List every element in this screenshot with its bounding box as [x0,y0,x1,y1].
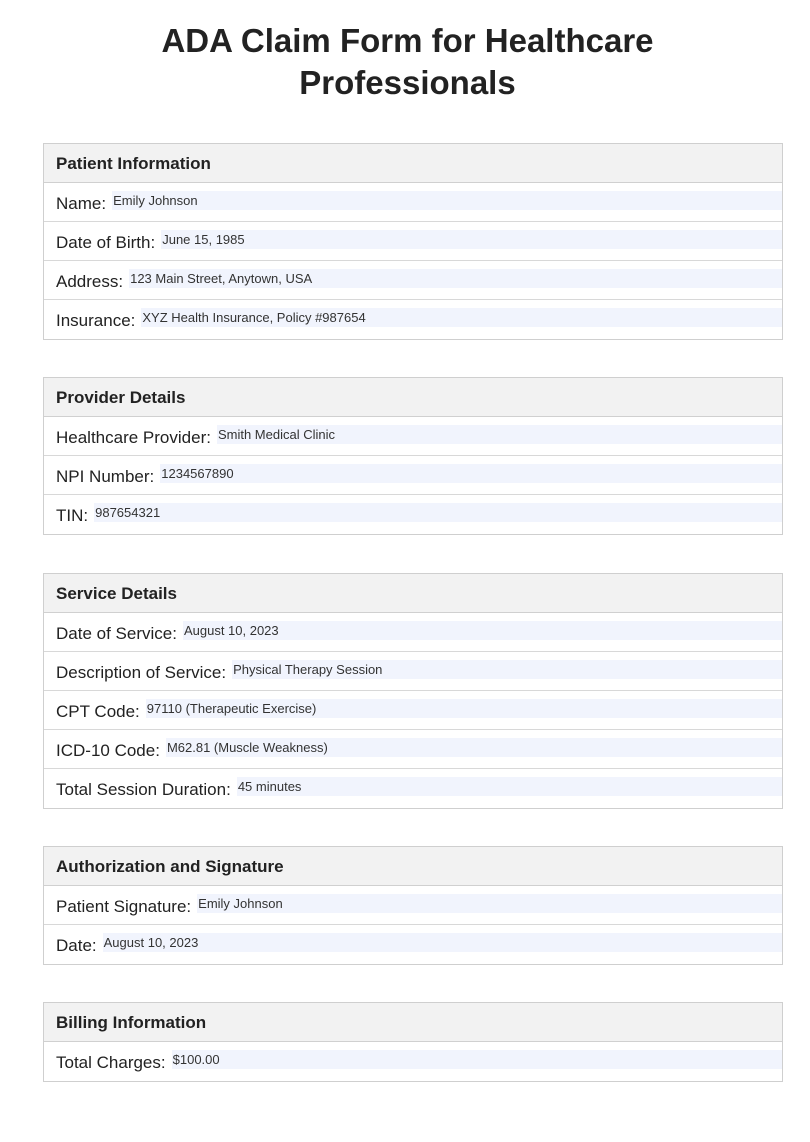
npi-number-field[interactable]: 1234567890 [160,464,782,483]
tin-label: TIN: [56,506,89,525]
patient-signature-field[interactable]: Emily Johnson [197,894,782,913]
date-of-birth-field[interactable]: June 15, 1985 [161,230,782,249]
total-charges-row [44,1042,782,1081]
address-label: Address: [56,271,124,291]
section-heading: Service Details [44,574,782,613]
billing-information-section [43,1002,783,1082]
date-of-birth-label: Date of Birth: [56,232,156,252]
cpt-code-label: CPT Code: [56,701,140,721]
section-heading: Authorization and Signature [44,847,782,886]
insurance-row [44,300,782,339]
description-of-service-field[interactable]: Physical Therapy Session [232,660,782,679]
icd-10-code-field[interactable]: M62.81 (Muscle Weakness) [166,738,782,757]
tin-row [44,495,782,534]
icd-10-code-label: ICD-10 Code: [56,740,160,760]
healthcare-provider-field[interactable]: Smith Medical Clinic [217,425,782,444]
date-of-service-label: Date of Service: [56,623,177,643]
insurance-label: Insurance: [56,311,136,330]
section-heading: Billing Information [44,1003,782,1042]
address-row [44,261,782,300]
cpt-code-field[interactable]: 97110 (Therapeutic Exercise) [146,699,782,718]
service-details-section [43,573,783,809]
total-session-duration-label: Total Session Duration: [56,780,231,799]
page-title: ADA Claim Form for Healthcare Professionals [161,22,654,101]
address-field[interactable]: 123 Main Street, Anytown, USA [129,269,782,288]
total-charges-field[interactable]: $100.00 [172,1050,782,1069]
tin-field[interactable]: 987654321 [94,503,782,522]
cpt-code-row [44,691,782,730]
signature-date-label: Date: [56,936,97,955]
name-row [44,183,782,222]
npi-number-row [44,456,782,495]
authorization-signature-section [43,846,783,965]
insurance-field[interactable]: XYZ Health Insurance, Policy #987654 [141,308,782,327]
section-heading: Provider Details [44,378,782,417]
signature-date-field[interactable]: August 10, 2023 [103,933,782,952]
section-heading: Patient Information [44,144,782,183]
provider-details-section [43,377,783,535]
icd-10-code-row [44,730,782,769]
date-of-birth-row [44,222,782,261]
healthcare-provider-label: Healthcare Provider: [56,427,211,447]
healthcare-provider-row [44,417,782,456]
total-session-duration-row [44,769,782,808]
patient-signature-row [44,886,782,925]
description-of-service-row [44,652,782,691]
name-field[interactable]: Emily Johnson [112,191,782,210]
signature-date-row [44,925,782,964]
description-of-service-label: Description of Service: [56,662,227,682]
npi-number-label: NPI Number: [56,466,155,486]
patient-signature-label: Patient Signature: [56,896,192,916]
date-of-service-row [44,613,782,652]
date-of-service-field[interactable]: August 10, 2023 [183,621,782,640]
total-charges-label: Total Charges: [56,1053,166,1072]
name-label: Name: [56,193,107,213]
patient-information-section [43,143,783,340]
total-session-duration-field[interactable]: 45 minutes [237,777,782,796]
